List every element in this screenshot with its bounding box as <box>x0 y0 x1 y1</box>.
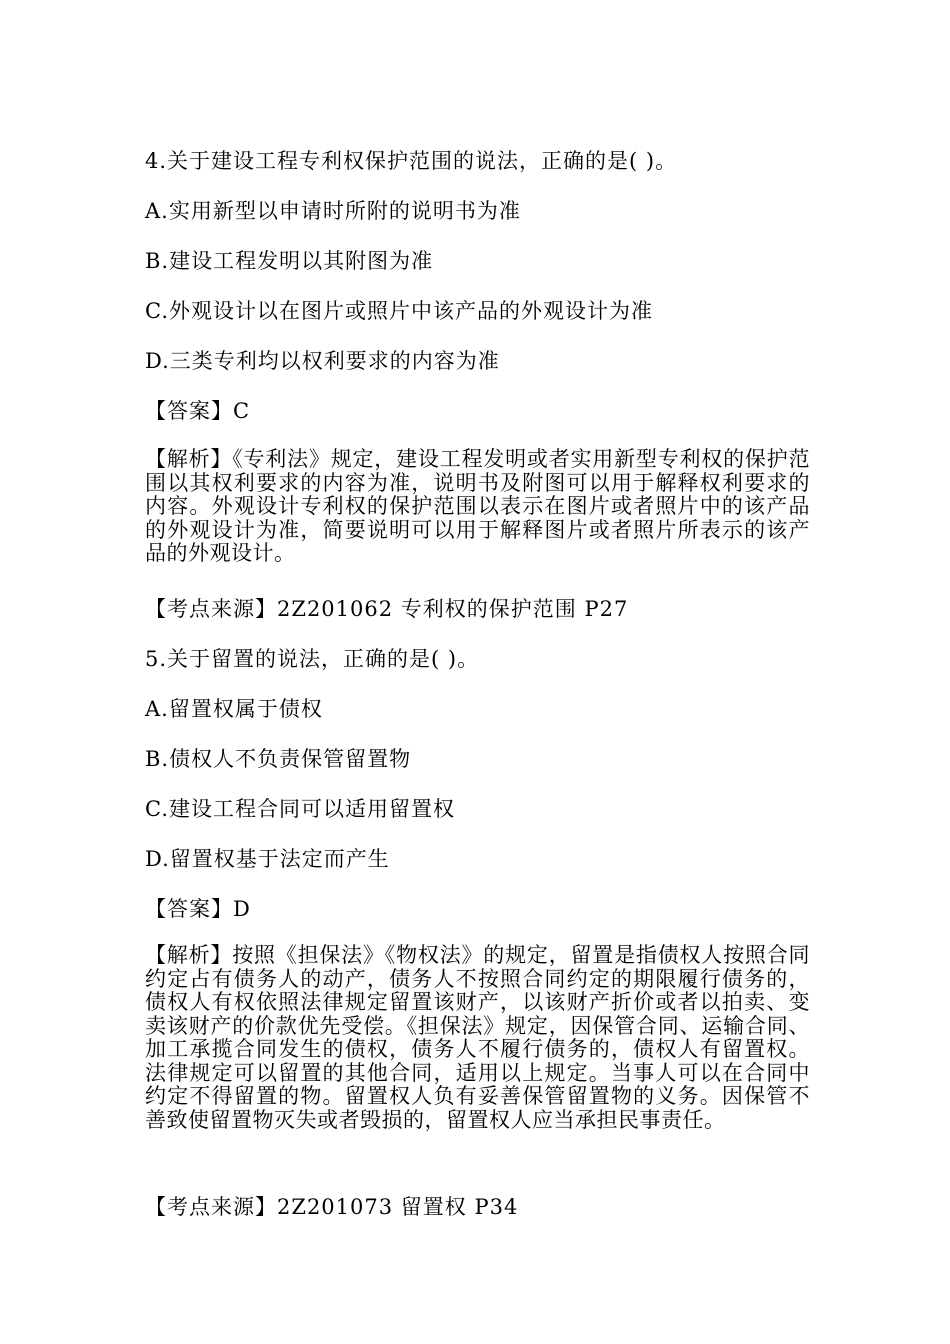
question-5-option-a: A.留置权属于债权 <box>145 697 323 721</box>
question-4-source: 【考点来源】2Z201062 专利权的保护范围 P27 <box>145 597 629 621</box>
question-4-option-d: D.三类专利均以权利要求的内容为准 <box>145 349 500 373</box>
question-5-answer: 【答案】D <box>145 897 251 921</box>
question-4-stem: 4.关于建设工程专利权保护范围的说法，正确的是( )。 <box>145 149 678 173</box>
question-4-analysis: 【解析】《专利法》规定，建设工程发明或者实用新型专利权的保护范围以其权利要求的内容为准，说明书及附图可以用于解释权利要求的内容。外观设计专利权的保护范围以表示在图片或者照片中的该产品的外观设计为准，简要说明可以用于解释图片或者照片所表示的该产品的外观设计。 <box>145 447 810 565</box>
question-5-option-b: B.债权人不负责保管留置物 <box>145 747 412 771</box>
question-5-stem: 5.关于留置的说法，正确的是( )。 <box>145 647 480 671</box>
question-5-source: 【考点来源】2Z201073 留置权 P34 <box>145 1195 519 1219</box>
question-4-answer: 【答案】C <box>145 399 251 423</box>
question-4-option-b: B.建设工程发明以其附图为准 <box>145 249 434 273</box>
question-4-option-a: A.实用新型以申请时所附的说明书为准 <box>145 199 521 223</box>
question-5-option-d: D.留置权基于法定而产生 <box>145 847 390 871</box>
question-5-option-c: C.建设工程合同可以适用留置权 <box>145 797 455 821</box>
question-4-option-c: C.外观设计以在图片或照片中该产品的外观设计为准 <box>145 299 653 323</box>
question-5-analysis: 【解析】按照《担保法》《物权法》的规定，留置是指债权人按照合同约定占有债务人的动产，债务人不按照合同约定的期限履行债务的，债权人有权依照法律规定留置该财产，以该财产折价或者以拍卖、变卖该财产的价款优先受偿。《担保法》规定，因保管合同、运输合同、加工承揽合同发生的债权，债务人不履行债务的，债权人有留置权。法律规定可以留置的其他合同，适用以上规定。当事人可以在合同中约定不得留置的物。留置权人负有妥善保管留置物的义务。因保管不善致使留置物灭失或者毁损的，留置权人应当承担民事责任。 <box>145 943 810 1132</box>
